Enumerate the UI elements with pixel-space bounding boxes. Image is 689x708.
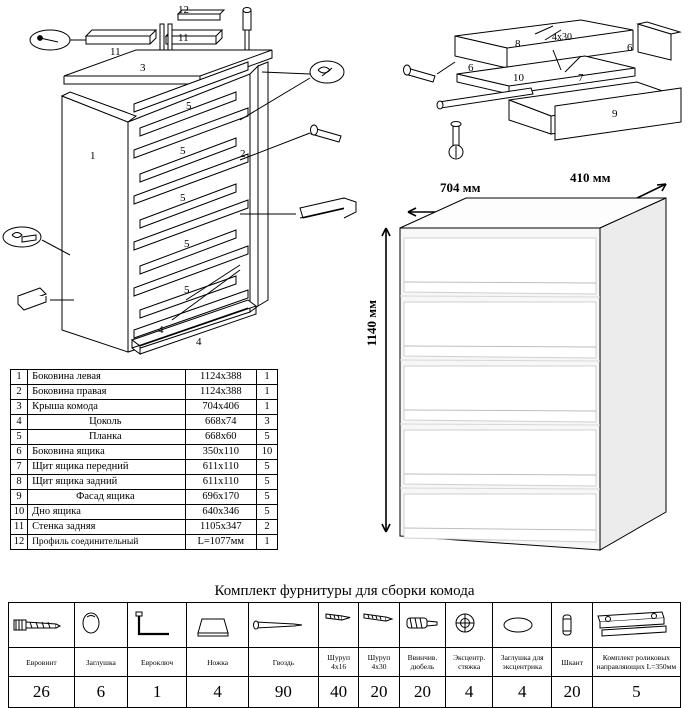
hardware-table	[8, 602, 681, 708]
dimension-depth: 410 мм	[570, 170, 611, 185]
part-size: 668х60	[185, 430, 256, 445]
parts-table	[10, 369, 278, 550]
part-qty: 5	[256, 460, 277, 475]
hardware-count: 26	[9, 677, 75, 708]
part-number: 8	[11, 475, 28, 490]
part-qty: 10	[256, 445, 277, 460]
part-callout-5a: 5	[186, 100, 192, 112]
table-row	[11, 445, 278, 460]
hardware-name: Комплект роликовых направляющих L=350мм	[592, 648, 680, 677]
part-name: Планка	[28, 430, 186, 445]
part-qty: 5	[256, 490, 277, 505]
drawer-callout-6b: 6	[627, 42, 633, 54]
hardware-name: Евровинт	[9, 648, 75, 677]
part-size: 1105х347	[185, 520, 256, 535]
foot-icon	[187, 603, 249, 648]
part-size: 704х406	[185, 400, 256, 415]
part-name: Фасад ящика	[28, 490, 186, 505]
hardware-count: 40	[318, 677, 358, 708]
part-name: Щит ящика задний	[28, 475, 186, 490]
screw-4x16-icon	[318, 603, 358, 648]
product-render	[364, 170, 689, 570]
part-size: 611х110	[185, 475, 256, 490]
part-name: Щит ящика передний	[28, 460, 186, 475]
part-name: Цоколь	[28, 415, 186, 430]
part-number: 3	[11, 400, 28, 415]
drawer-detail-view	[385, 0, 685, 160]
hardware-name: Заглушка для эксцентрика	[493, 648, 552, 677]
part-name: Стенка задняя	[28, 520, 186, 535]
hardware-name: Евроключ	[127, 648, 186, 677]
hardware-names-row	[9, 648, 681, 677]
part-number: 12	[11, 535, 28, 550]
part-size: L=1077мм	[185, 535, 256, 550]
part-qty: 1	[256, 370, 277, 385]
part-name: Боковина правая	[28, 385, 186, 400]
part-callout-11a: 11	[110, 46, 121, 58]
drawer-callout-8: 8	[515, 38, 521, 50]
part-number: 9	[11, 490, 28, 505]
part-name: Боковина ящика	[28, 445, 186, 460]
part-number: 11	[11, 520, 28, 535]
hardware-count: 4	[187, 677, 249, 708]
dimension-width: 704 мм	[440, 180, 481, 195]
hardware-count: 5	[592, 677, 680, 708]
part-callout-3: 3	[140, 62, 146, 74]
part-callout-2: 2	[240, 148, 246, 160]
hardware-name: Эксцентр. стяжка	[446, 648, 493, 677]
hardware-count: 6	[74, 677, 127, 708]
drawer-callout-10: 10	[513, 72, 524, 84]
hardware-name: Заглушка	[74, 648, 127, 677]
part-callout-5e: 5	[184, 284, 190, 296]
eccentric-icon	[446, 603, 493, 648]
eurobolt-icon	[9, 603, 75, 648]
part-qty: 1	[256, 535, 277, 550]
part-number: 5	[11, 430, 28, 445]
hardware-name: Шуруп 4х30	[359, 648, 399, 677]
dowel-icon	[399, 603, 446, 648]
part-size: 1124х388	[185, 385, 256, 400]
screw-4x30-icon	[359, 603, 399, 648]
part-name: Профиль соединительный	[28, 535, 186, 550]
hardware-name: Гвоздь	[248, 648, 318, 677]
table-row	[11, 370, 278, 385]
part-size: 640х346	[185, 505, 256, 520]
part-size: 1124х388	[185, 370, 256, 385]
part-name: Боковина левая	[28, 370, 186, 385]
eccentric-cap-icon	[493, 603, 552, 648]
part-name: Крыша комода	[28, 400, 186, 415]
drawer-callout-7: 7	[578, 72, 584, 84]
part-number: 1	[11, 370, 28, 385]
part-qty: 3	[256, 415, 277, 430]
part-qty: 5	[256, 505, 277, 520]
hardware-count: 4	[446, 677, 493, 708]
hardware-name: Шуруп 4х16	[318, 648, 358, 677]
drawer-callout-4x30: 4x30	[552, 32, 572, 43]
table-row	[11, 460, 278, 475]
part-callout-4a: 4	[158, 324, 164, 336]
table-row	[11, 475, 278, 490]
part-callout-5c: 5	[180, 192, 186, 204]
part-size: 611х110	[185, 460, 256, 475]
part-number: 10	[11, 505, 28, 520]
part-size: 350х110	[185, 445, 256, 460]
table-row	[11, 385, 278, 400]
part-qty: 2	[256, 520, 277, 535]
nail-icon	[248, 603, 318, 648]
hardware-count: 90	[248, 677, 318, 708]
hardware-name: Шкант	[552, 648, 592, 677]
hardware-counts-row	[9, 677, 681, 708]
part-number: 4	[11, 415, 28, 430]
drawer-callout-6a: 6	[468, 62, 474, 74]
part-number: 2	[11, 385, 28, 400]
table-row	[11, 415, 278, 430]
part-size: 668х74	[185, 415, 256, 430]
part-qty: 1	[256, 400, 277, 415]
hardware-count: 20	[552, 677, 592, 708]
parts-table-body	[11, 370, 278, 550]
hardware-count: 1	[127, 677, 186, 708]
hardware-name: Ножка	[187, 648, 249, 677]
cap-icon	[74, 603, 127, 648]
hardware-count: 20	[359, 677, 399, 708]
hardware-count: 4	[493, 677, 552, 708]
table-row	[11, 430, 278, 445]
part-callout-11b: 11	[178, 32, 189, 44]
part-number: 6	[11, 445, 28, 460]
table-row	[11, 490, 278, 505]
dimension-height: 1140 мм	[364, 300, 379, 347]
part-callout-4b: 4	[196, 336, 202, 348]
part-callout-5b: 5	[180, 145, 186, 157]
allen-key-icon	[127, 603, 186, 648]
part-qty: 5	[256, 430, 277, 445]
part-name: Дно ящика	[28, 505, 186, 520]
part-callout-5d: 5	[184, 238, 190, 250]
hardware-count: 20	[399, 677, 446, 708]
table-row	[11, 400, 278, 415]
slides-icon	[592, 603, 680, 648]
table-row	[11, 505, 278, 520]
drawer-callout-9: 9	[612, 108, 618, 120]
table-row	[11, 535, 278, 550]
exploded-view-left	[0, 0, 380, 360]
table-row	[11, 520, 278, 535]
part-qty: 1	[256, 385, 277, 400]
edge-band-icon	[552, 603, 592, 648]
hardware-kit-title: Комплект фурнитуры для сборки комода	[214, 583, 475, 599]
part-size: 696х170	[185, 490, 256, 505]
hardware-name: Ввинчив. дюбель	[399, 648, 446, 677]
part-callout-1: 1	[90, 150, 96, 162]
part-number: 7	[11, 460, 28, 475]
hardware-icons-row	[9, 603, 681, 648]
part-qty: 5	[256, 475, 277, 490]
part-callout-12: 12	[178, 4, 189, 16]
